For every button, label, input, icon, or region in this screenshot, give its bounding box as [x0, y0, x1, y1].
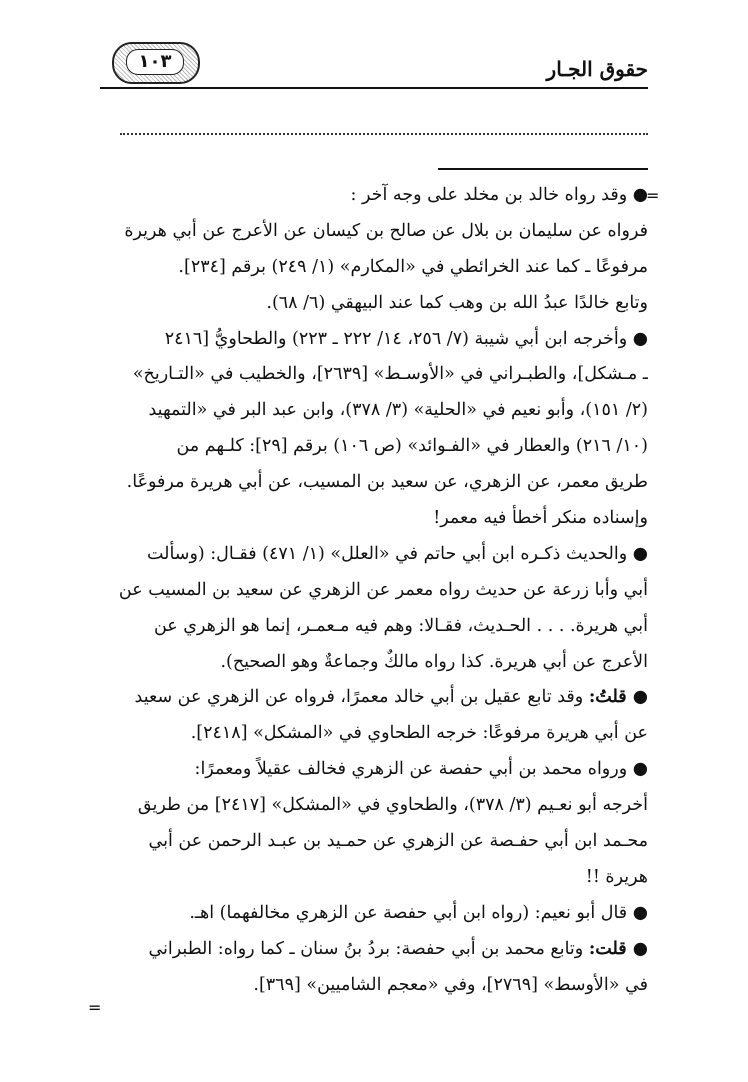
bold-lead: ● قلتُ: [588, 687, 648, 708]
text-line [100, 788, 648, 824]
bold-lead: ● قلت: [588, 938, 648, 959]
text-line [100, 680, 648, 716]
line-text: (٢/ ١٥١)، وأبو نعيم في «الحلية» (٣/ ٣٧٨)، وابن عبد البر في «التمهيد [148, 400, 648, 421]
line-text: ● قال أبو نعيم: (رواه ابن أبي حفصة عن الزهري مخالفهما) اهـ. [189, 902, 648, 923]
line-text: أبي وأبا زرعة عن حديث رواه معمر عن الزهري عن سعيد بن المسيب عن [118, 579, 648, 600]
header-rule [100, 87, 648, 89]
text-line [100, 357, 648, 393]
text-line [100, 752, 648, 788]
dotted-separator [120, 133, 648, 135]
text-line [100, 429, 648, 465]
page-number-badge [112, 42, 200, 84]
line-text: عن أبي هريرة مرفوعًا: خرجه الطحاوي في «المشكل» [٢٤١٨]. [190, 723, 648, 744]
line-text: ● ورواه محمد بن أبي حفصة عن الزهري فخالف عقيلاً ومعمرًا: [194, 759, 648, 780]
text-line [100, 178, 648, 214]
line-text: ● والحديث ذكـره ابن أبي حاتم في «العلل» (١/ ٤٧١) فقـال: (وسألت [146, 543, 648, 564]
line-text: (١٠/ ٢١٦) والعطار في «الفـوائد» (ص ١٠٦) برقم [٢٩]: كلـهم من [176, 436, 648, 457]
text-line [100, 322, 648, 358]
line-text: أخرجه أبو نعـيم (٣/ ٣٧٨)، والطحاوي في «المشكل» [٢٤١٧] من طريق [137, 795, 648, 816]
line-text: فرواه عن سليمان بن بلال عن صالح بن كيسان عن الأعرج عن أبي هريرة [124, 220, 648, 241]
text-line [100, 573, 648, 609]
text-line [100, 214, 648, 250]
text-line [100, 465, 648, 501]
line-text: مرفوعًا ـ كما عند الخرائطي في «المكارم» (١/ ٢٤٩) برقم [٢٣٤]. [178, 256, 648, 277]
line-text: ● وأخرجه ابن أبي شيبة (٧/ ٢٥٦، ١٤/ ٢٢٢ ـ ٢٢٣) والطحاويُّ [٢٤١٦ [164, 328, 648, 349]
line-text: محـمد ابن أبي حفـصة عن الزهري عن حمـيد بن عبـد الرحمن عن أبي [148, 831, 648, 852]
text-line [100, 250, 648, 286]
footnote-separator [438, 168, 648, 170]
text-line [100, 393, 648, 429]
text-line [100, 286, 648, 322]
margin-mark-top: = [646, 186, 660, 205]
line-text: وإسناده منكر أخطأ فيه معمر! [433, 508, 648, 529]
text-line [100, 968, 648, 1004]
text-line [100, 501, 648, 537]
text-line [100, 716, 648, 752]
margin-mark-bottom: = [88, 998, 102, 1017]
text-body [100, 178, 648, 1003]
text-line [100, 537, 648, 573]
line-text: في «الأوسط» [٢٧٦٩]، وفي «معجم الشاميين» [٣٦٩]. [253, 974, 648, 995]
line-text: هريرة !! [585, 866, 648, 887]
text-line [100, 896, 648, 932]
line-text: وتابع خالدًا عبدُ الله بن وهب كما عند البيهقي (٦/ ٦٨). [266, 292, 648, 313]
text-line [100, 609, 648, 645]
line-text: الأعرج عن أبي هريرة. كذا رواه مالكٌ وجماعةٌ وهو الصحيح). [220, 651, 648, 672]
text-line [100, 824, 648, 860]
page-number: ١٠٣ [126, 49, 184, 75]
running-title: حقوق الجـار [546, 57, 648, 81]
line-text: وقد تابع عقيل بن أبي خالد معمرًا، فرواه عن الزهري عن سعيد [134, 687, 589, 708]
text-line [100, 932, 648, 968]
line-text: طريق معمر، عن الزهري، عن سعيد بن المسيب، عن أبي هريرة مرفوعًا. [126, 472, 648, 493]
line-text: ● وقد رواه خالد بن مخلد على وجه آخر : [350, 185, 648, 205]
line-text: أبي هريرة. . . . الحـديث، فقـالا: وهم فيه مـعمـر، إنما هو الزهري عن [153, 615, 648, 636]
line-text: ـ مـشكل]، والطبـراني في «الأوسـط» [٢٦٣٩]، والخطيب في «التـاريخ» [132, 364, 648, 385]
text-line [100, 860, 648, 896]
text-line [100, 645, 648, 681]
line-text: وتابع محمد بن أبي حفصة: بردُ بنُ سنان ـ كما رواه: الطبراني [148, 938, 589, 959]
